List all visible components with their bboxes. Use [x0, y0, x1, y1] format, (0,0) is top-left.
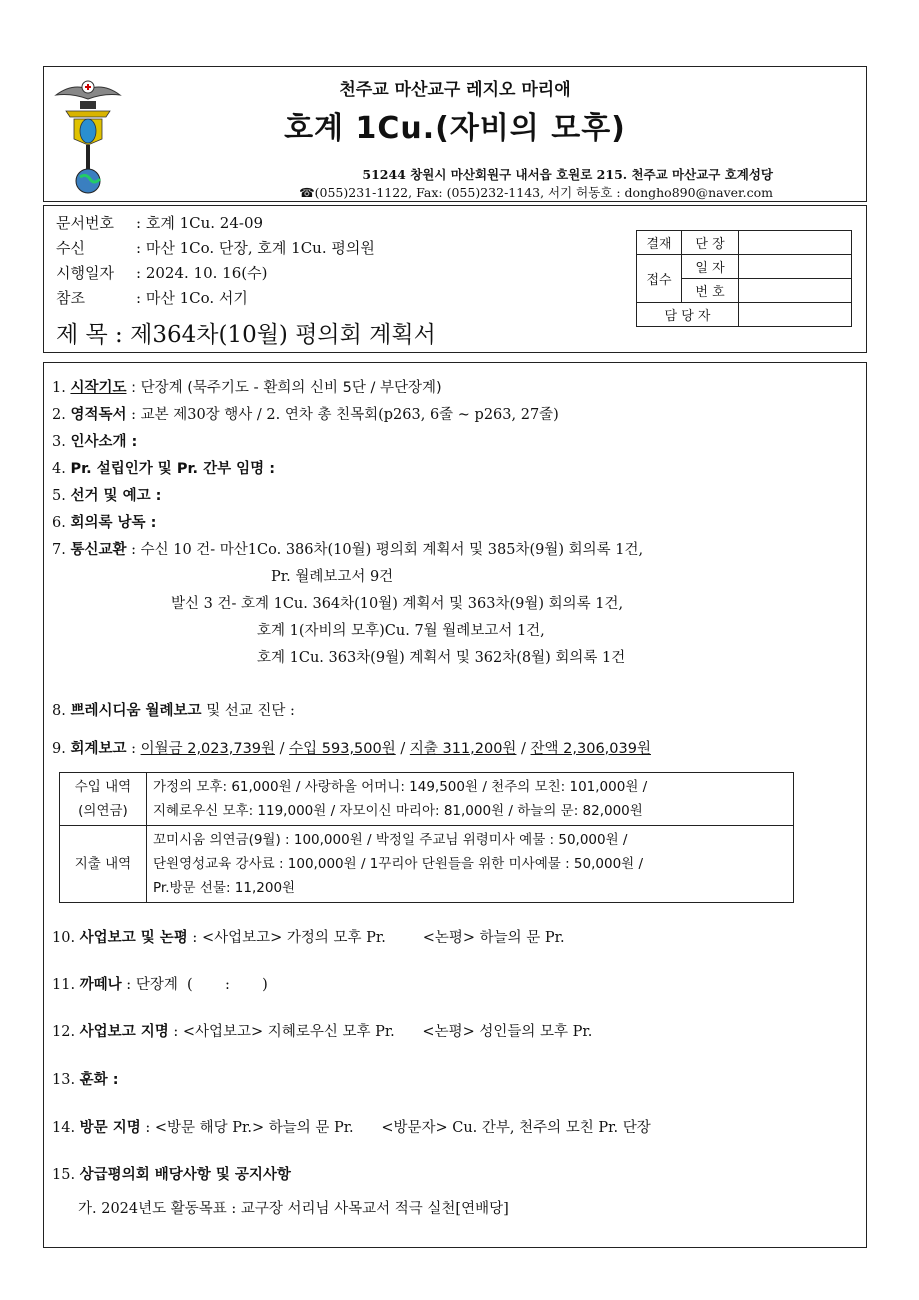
item-12: 12. 사업보고 지명 : <사업보고> 지혜로우신 모후 Pr. <논평> 성인들의 모후 Pr.	[52, 1024, 593, 1040]
date-value: 2024. 10. 16(수)	[145, 264, 268, 282]
contact-info: ☎(055)231-1122, Fax: (055)232-1143, 서기 허동호 : dongho890@naver.com	[299, 185, 773, 200]
item-title: 방문 지명	[79, 1120, 141, 1136]
document-meta	[43, 205, 867, 353]
day-label: 일 자	[682, 255, 739, 279]
item-number: 15.	[52, 1167, 76, 1183]
reference-value: 마산 1Co. 서기	[145, 289, 248, 307]
item-text: 단장계 ( : )	[135, 977, 268, 993]
item-number: 1.	[52, 380, 66, 396]
item-title: 시작기도	[70, 380, 127, 396]
council-title: 호계 1Cu.(자비의 모후)	[284, 111, 626, 146]
recipient-row: 수신 : 마산 1Co. 단장, 호계 1Cu. 평의원	[56, 239, 375, 257]
number-label: 번 호	[682, 279, 739, 303]
item-number: 3.	[52, 434, 66, 450]
item-13	[52, 1068, 119, 1089]
expense-line: Pr.방문 선물: 11,200원	[153, 880, 296, 896]
recipient-label: 수신	[56, 239, 85, 257]
item-8	[52, 699, 295, 720]
item-15	[52, 1163, 291, 1184]
manager-label: 담 당 자	[637, 303, 739, 327]
expense-line: 꼬미시움 의연금(9월) : 100,000원 / 박정일 주교님 위령미사 예물 : 50,000원 /	[153, 832, 628, 848]
doc-number-label: 문서번호	[56, 214, 114, 232]
item-title: Pr. 설립인가 및 Pr. 간부 임명 :	[70, 461, 276, 477]
leader-sign-cell[interactable]	[739, 231, 852, 255]
item-number: 13.	[52, 1072, 76, 1088]
subject-line	[56, 316, 436, 349]
expense-line: 단원영성교육 강사료 : 100,000원 / 1꾸리아 단원들을 위한 미사예물 : 50,000원 /	[153, 856, 644, 872]
item-1: 1. 시작기도 : 단장계 (묵주기도 - 환희의 신비 5단 / 부단장계)	[52, 380, 442, 396]
item-number: 11.	[52, 977, 76, 993]
manager-cell[interactable]	[739, 303, 852, 327]
leader-label: 단 장	[682, 231, 739, 255]
item-4	[52, 457, 275, 478]
expense-amount: 지출 311,200원	[409, 741, 517, 757]
item-number: 14.	[52, 1120, 76, 1136]
expense-row	[60, 826, 794, 903]
organization-name: 천주교 마산교구 레지오 마리애	[339, 80, 571, 100]
item-text: <사업보고> 가정의 모후 Pr. <논평> 하늘의 문 Pr.	[201, 930, 565, 946]
address: 51244 창원시 마산회원구 내서읍 호원로 215. 천주교 마산교구 호계성당	[362, 167, 773, 182]
reference-label: 참조	[56, 289, 85, 307]
item-title: 까떼나	[79, 977, 122, 993]
item-number: 9.	[52, 741, 66, 757]
item-text: 수신 10 건- 마산1Co. 386차(10월) 평의회 계획서 및 385차(9월) 회의록 1건,	[140, 542, 644, 558]
item-10: 10. 사업보고 및 논평 : <사업보고> 가정의 모후 Pr. <논평> 하늘의 문 Pr.	[52, 930, 565, 946]
item-number: 8.	[52, 703, 66, 719]
income-line: 지혜로우신 모후: 119,000원 / 자모이신 마리아: 81,000원 / 하늘의 문: 82,000원	[153, 803, 643, 819]
item-5	[52, 484, 161, 505]
item-number: 6.	[52, 515, 66, 531]
accounting-detail-table	[59, 772, 794, 903]
item-11: 11. 까떼나 : 단장계 ( : )	[52, 977, 268, 993]
income-label: 수입 내역 (의연금)	[60, 773, 147, 826]
expense-label: 지출 내역	[60, 826, 147, 903]
approve-label: 결재	[637, 231, 682, 255]
income-details	[147, 773, 794, 826]
item-number: 5.	[52, 488, 66, 504]
expense-details	[147, 826, 794, 903]
item-number: 4.	[52, 461, 66, 477]
item-number: 12.	[52, 1024, 76, 1040]
item-3	[52, 430, 137, 451]
item-text: <사업보고> 지혜로우신 모후 Pr. <논평> 성인들의 모후 Pr.	[182, 1024, 593, 1040]
date-label: 시행일자	[56, 264, 114, 282]
reference-row: 참조 : 마산 1Co. 서기	[56, 289, 248, 307]
item-7-line-3: 발신 3 건- 호계 1Cu. 364차(10월) 계획서 및 363차(9월) 회의록 1건,	[171, 596, 624, 612]
item-text: 교본 제30장 행사 / 2. 연차 총 친목회(p263, 6줄 ~ p263, 27줄)	[140, 407, 559, 423]
income-line: 가정의 모후: 61,000원 / 사랑하올 어머니: 149,500원 / 천주의 모친: 101,000원 /	[153, 779, 648, 795]
income-amount: 수입 593,500원	[289, 741, 396, 757]
item-title: 쁘레시디움 월례보고	[70, 703, 202, 719]
item-title: 상급평의회 배당사항 및 공지사항	[79, 1167, 291, 1183]
income-row	[60, 773, 794, 826]
item-title: 통신교환	[70, 542, 127, 558]
date-row: 시행일자 : 2024. 10. 16(수)	[56, 264, 268, 282]
subject-text: 제364차(10월) 평의회 계획서	[130, 322, 436, 348]
item-text: <방문 해당 Pr.> 하늘의 문 Pr. <방문자> Cu. 간부, 천주의 모친 Pr. 단장	[154, 1120, 651, 1136]
item-15-sub-a: 가. 2024년도 활동목표 : 교구장 서리님 사목교서 적극 실천[연배당]	[78, 1201, 509, 1217]
subject-label: 제 목 :	[56, 322, 123, 348]
balance-amount: 잔액 2,306,039원	[530, 741, 651, 757]
item-6	[52, 511, 156, 532]
item-title: 회계보고	[70, 741, 127, 757]
item-title: 영적독서	[70, 407, 127, 423]
item-number: 2.	[52, 407, 66, 423]
doc-number-value: 호계 1Cu. 24-09	[145, 214, 264, 232]
item-7-line-4: 호계 1(자비의 모후)Cu. 7월 월례보고서 1건,	[257, 623, 545, 639]
recipient-value: 마산 1Co. 단장, 호계 1Cu. 평의원	[145, 239, 375, 257]
item-7-line-2: Pr. 월례보고서 9건	[271, 569, 394, 585]
item-7: 7. 통신교환 : 수신 10 건- 마산1Co. 386차(10월) 평의회 계획서 및 385차(9월) 회의록 1건,	[52, 542, 644, 558]
letterhead	[43, 66, 867, 202]
item-7-line-5: 호계 1Cu. 363차(9월) 계획서 및 362차(8월) 회의록 1건	[257, 650, 626, 666]
receive-label: 접수	[637, 255, 682, 303]
item-text: 단장계 (묵주기도 - 환희의 신비 5단 / 부단장계)	[140, 380, 442, 396]
item-9: 9. 회계보고 : 이월금 2,023,739원 / 수입 593,500원 / 지출 311,200원 / 잔액 2,306,039원	[52, 741, 651, 757]
carryover-amount: 이월금 2,023,739원	[140, 741, 276, 757]
item-2: 2. 영적독서 : 교본 제30장 행사 / 2. 연차 총 친목회(p263, 6줄 ~ p263, 27줄)	[52, 407, 559, 423]
item-number: 10.	[52, 930, 76, 946]
item-title: 선거 및 예고 :	[70, 488, 162, 504]
item-text: 및 선교 진단 :	[206, 703, 295, 719]
item-title: 훈화 :	[79, 1072, 119, 1088]
item-title: 인사소개 :	[70, 434, 138, 450]
item-title: 사업보고 지명	[79, 1024, 169, 1040]
item-number: 7.	[52, 542, 66, 558]
approval-table	[636, 230, 852, 327]
item-title: 사업보고 및 논평	[79, 930, 188, 946]
item-14: 14. 방문 지명 : <방문 해당 Pr.> 하늘의 문 Pr. <방문자> Cu. 간부, 천주의 모친 Pr. 단장	[52, 1120, 651, 1136]
number-cell[interactable]	[739, 279, 852, 303]
day-cell[interactable]	[739, 255, 852, 279]
doc-number-row: 문서번호 : 호계 1Cu. 24-09	[56, 214, 264, 232]
item-title: 회의록 낭독 :	[70, 515, 157, 531]
